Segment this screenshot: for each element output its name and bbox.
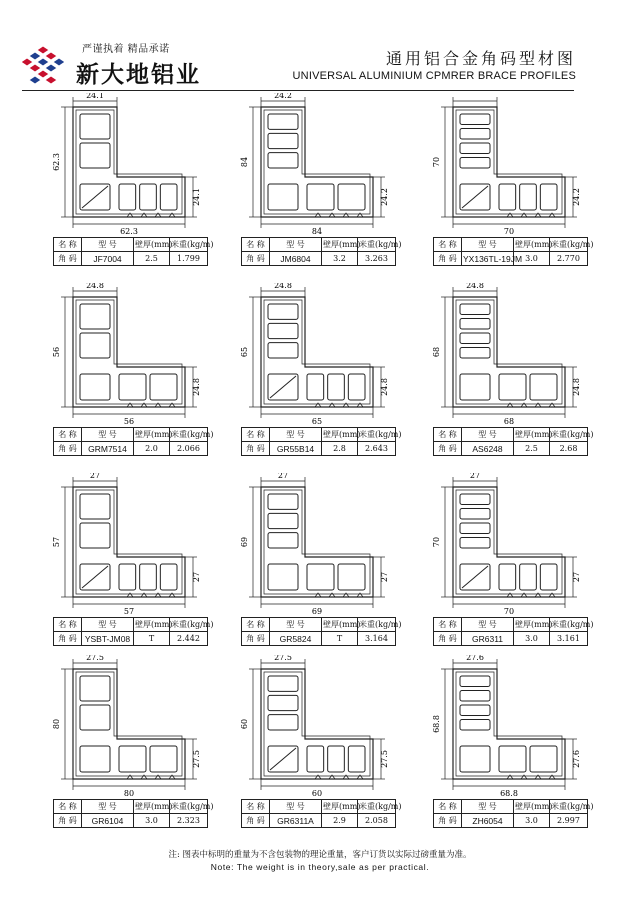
profile-weight: 2.442: [170, 632, 208, 646]
header-name: 名 称: [54, 238, 82, 252]
profile-section: [73, 669, 185, 779]
header-model: 型 号: [462, 428, 514, 442]
profile-section: [453, 297, 565, 407]
profile-section: [261, 107, 373, 217]
header-model: 型 号: [270, 238, 322, 252]
left-dimension-label: 70: [432, 156, 441, 168]
spec-table: [433, 617, 594, 646]
profile-weight: 2.68: [550, 442, 588, 456]
spec-header-row: [54, 800, 208, 814]
profile-drawing: [233, 473, 413, 623]
profile-weight: 3.263: [358, 252, 396, 266]
profile-model: ZH6054: [462, 814, 514, 828]
header-weight: 米重(kg/m): [550, 428, 588, 442]
profile-model: YX136TL-19JM: [463, 253, 523, 264]
bottom-dimension-label: 56: [123, 417, 135, 426]
header-name: 名 称: [434, 618, 462, 632]
spec-header-row: [434, 800, 588, 814]
header-weight: 米重(kg/m): [358, 800, 396, 814]
header-weight: 米重(kg/m): [170, 618, 208, 632]
profile-name: 角 码: [242, 442, 270, 456]
profile-weight: 2.323: [170, 814, 208, 828]
header-name: 名 称: [54, 428, 82, 442]
profile-weight: 2.066: [170, 442, 208, 456]
profile-card: [425, 93, 615, 283]
bottom-dimension-label: 68.8: [500, 789, 518, 798]
bottom-dimension-label: 69: [311, 607, 323, 616]
spec-header-row: [434, 238, 588, 252]
profile-weight: 2.058: [358, 814, 396, 828]
top-dimension-label: 27.6: [466, 655, 484, 662]
header-weight: 米重(kg/m): [170, 428, 208, 442]
profile-card: [45, 655, 235, 845]
header-rule: [22, 90, 574, 91]
bottom-dimension-label: 68: [503, 417, 515, 426]
profile-section: [261, 297, 373, 407]
profile-thickness: 2.9: [322, 814, 358, 828]
header-thickness: 壁厚(mm): [514, 238, 550, 252]
bottom-dimension-label: 57: [123, 607, 135, 616]
bottom-dimension-label: 60: [311, 789, 323, 798]
company-name: 新大地铝业: [76, 61, 201, 88]
header-thickness: 壁厚(mm): [322, 238, 358, 252]
profile-name: 角 码: [434, 632, 462, 646]
header-name: 名 称: [242, 238, 270, 252]
header-thickness: 壁厚(mm): [134, 800, 170, 814]
left-dimension-label: 68.8: [432, 715, 441, 733]
header-thickness: 壁厚(mm): [134, 428, 170, 442]
spec-value-row: [54, 442, 208, 456]
header-model: 型 号: [270, 428, 322, 442]
spec-header-row: [54, 618, 208, 632]
left-dimension-label: 69: [240, 536, 249, 548]
profile-thickness: 3.2: [322, 252, 358, 266]
spec-table: [53, 427, 214, 456]
profile-name: 角 码: [434, 252, 462, 266]
profile-thickness: 3.0: [514, 252, 550, 266]
profile-name: 角 码: [54, 632, 82, 646]
right-dimension-label: 27: [192, 571, 201, 583]
profile-weight: 3.164: [358, 632, 396, 646]
footer-note-english: Note: The weight is in theory,sale as per practical.: [210, 862, 430, 872]
left-dimension-label: 65: [240, 346, 249, 358]
spec-header-row: [242, 618, 396, 632]
header-name: 名 称: [54, 800, 82, 814]
profile-thickness: 2.5: [514, 442, 550, 456]
bottom-dimension-label: 65: [311, 417, 323, 426]
header-weight: 米重(kg/m): [358, 618, 396, 632]
profile-model: JM6804: [270, 252, 322, 266]
profile-thickness: 3.0: [134, 814, 170, 828]
profile-drawing: [45, 655, 225, 805]
right-dimension-label: 27: [380, 571, 389, 583]
profile-card: [233, 655, 423, 845]
header-thickness: 壁厚(mm): [514, 618, 550, 632]
right-dimension-label: 24.8: [380, 378, 389, 396]
top-dimension-label: 27.5: [86, 655, 104, 662]
profile-thickness: 2.5: [134, 252, 170, 266]
spec-header-row: [434, 428, 588, 442]
profile-section: [73, 107, 185, 217]
left-dimension-label: 84: [240, 156, 249, 168]
profile-drawing: [233, 283, 413, 433]
profile-thickness: T: [322, 632, 358, 646]
slogan: 严谨执着 精品承诺: [82, 44, 170, 55]
profile-card: [233, 283, 423, 473]
header-thickness: 壁厚(mm): [514, 428, 550, 442]
spec-value-row: [242, 632, 396, 646]
header-weight: 米重(kg/m): [358, 428, 396, 442]
left-dimension-label: 70: [432, 536, 441, 548]
right-dimension-label: 27: [572, 571, 581, 583]
spec-table: [433, 427, 594, 456]
spec-header-row: [54, 238, 208, 252]
spec-value-row: [434, 632, 588, 646]
spec-table: [241, 799, 402, 828]
bottom-dimension-label: 62.3: [120, 227, 138, 236]
title-chinese: 通用铝合金角码型材图: [385, 49, 576, 68]
page-header: [0, 0, 640, 92]
profile-drawing: [45, 93, 225, 243]
header-name: 名 称: [54, 618, 82, 632]
profile-name: 角 码: [54, 814, 82, 828]
bottom-dimension-label: 84: [311, 227, 323, 236]
profile-name: 角 码: [434, 442, 462, 456]
header-name: 名 称: [242, 800, 270, 814]
spec-table: [241, 617, 402, 646]
profile-model: YSBT-JM08: [82, 632, 134, 646]
header-name: 名 称: [434, 800, 462, 814]
spec-value-row: [242, 814, 396, 828]
profile-name: 角 码: [54, 442, 82, 456]
profile-card: [45, 93, 235, 283]
top-dimension-label: 24.8: [274, 283, 292, 290]
profile-section: [261, 487, 373, 597]
profile-card: [233, 93, 423, 283]
profile-name: 角 码: [54, 252, 82, 266]
title-english: UNIVERSAL ALUMINIUM CPMRER BRACE PROFILES: [292, 70, 576, 82]
footer-note-chinese: 注: 图表中标明的重量为不含包装物的理论重量，客户订货以实际过磅重量为准。: [168, 850, 472, 860]
profile-card: [45, 283, 235, 473]
right-dimension-label: 24.2: [380, 188, 389, 206]
profile-model: GR55B14: [270, 442, 322, 456]
profile-card: [425, 283, 615, 473]
spec-table: [241, 427, 402, 456]
profile-drawing: [233, 655, 413, 805]
header-model: 型 号: [82, 618, 134, 632]
header-thickness: 壁厚(mm): [134, 618, 170, 632]
header-weight: 米重(kg/m): [170, 238, 208, 252]
spec-table: [53, 237, 214, 266]
profile-section: [73, 487, 185, 597]
profile-weight: 1.799: [170, 252, 208, 266]
profile-weight: 2.643: [358, 442, 396, 456]
header-model: 型 号: [82, 428, 134, 442]
profile-card: [425, 473, 615, 663]
header-model: 型 号: [462, 800, 514, 814]
header-weight: 米重(kg/m): [550, 800, 588, 814]
profile-card: [45, 473, 235, 663]
profile-name: 角 码: [242, 814, 270, 828]
header-weight: 米重(kg/m): [170, 800, 208, 814]
top-dimension-label: 27.5: [274, 655, 292, 662]
right-dimension-label: 27.6: [572, 750, 581, 768]
profile-drawing: [45, 283, 225, 433]
top-dimension-label: 27: [277, 473, 289, 480]
header-weight: 米重(kg/m): [550, 618, 588, 632]
profile-model: GRM7514: [82, 442, 134, 456]
profile-thickness: 2.8: [322, 442, 358, 456]
spec-value-row: [242, 252, 396, 266]
profile-card: [425, 655, 615, 845]
profile-weight: 3.161: [550, 632, 588, 646]
header-thickness: 壁厚(mm): [322, 618, 358, 632]
top-dimension-label: 27: [89, 473, 101, 480]
right-dimension-label: 24.2: [572, 188, 581, 206]
spec-header-row: [54, 428, 208, 442]
bottom-dimension-label: 70: [503, 227, 515, 236]
profile-thickness: 2.0: [134, 442, 170, 456]
top-dimension-label: 24.2: [274, 93, 292, 100]
top-dimension-label: 27: [469, 473, 481, 480]
spec-value-row: [242, 442, 396, 456]
header-thickness: 壁厚(mm): [514, 800, 550, 814]
spec-header-row: [242, 428, 396, 442]
profile-section: [453, 487, 565, 597]
profile-model: GR6311A: [270, 814, 322, 828]
profile-name: 角 码: [434, 814, 462, 828]
profile-name: 角 码: [242, 252, 270, 266]
right-dimension-label: 27.5: [380, 750, 389, 768]
spec-table: [433, 237, 594, 266]
header-model: 型 号: [82, 238, 134, 252]
right-dimension-label: 24.8: [192, 378, 201, 396]
profile-model: GR6311: [462, 632, 514, 646]
top-dimension-label: 24.8: [86, 283, 104, 290]
spec-header-row: [434, 618, 588, 632]
header-name: 名 称: [242, 428, 270, 442]
profile-weight: 2.770: [550, 252, 588, 266]
profile-thickness: 3.0: [514, 632, 550, 646]
header-thickness: 壁厚(mm): [322, 800, 358, 814]
profile-drawing: [425, 655, 605, 805]
left-dimension-label: 68: [432, 346, 441, 358]
right-dimension-label: 27.5: [192, 750, 201, 768]
profile-model: GR6104: [82, 814, 134, 828]
profile-name: 角 码: [242, 632, 270, 646]
spec-value-row: [54, 252, 208, 266]
left-dimension-label: 80: [52, 718, 61, 730]
header-thickness: 壁厚(mm): [322, 428, 358, 442]
profile-drawing: [425, 283, 605, 433]
spec-table: [53, 617, 214, 646]
header-name: 名 称: [434, 238, 462, 252]
header-model: 型 号: [462, 238, 514, 252]
right-dimension-label: 24.1: [192, 188, 201, 206]
profile-weight: 2.997: [550, 814, 588, 828]
profile-drawing: [425, 93, 605, 243]
profile-model: AS6248: [462, 442, 514, 456]
header-weight: 米重(kg/m): [358, 238, 396, 252]
profile-thickness: 3.0: [514, 814, 550, 828]
profile-drawing: [45, 473, 225, 623]
profile-drawing: [233, 93, 413, 243]
header-model: 型 号: [270, 618, 322, 632]
spec-value-row: [54, 632, 208, 646]
profile-section: [453, 669, 565, 779]
bottom-dimension-label: 70: [503, 607, 515, 616]
header-weight: 米重(kg/m): [550, 238, 588, 252]
header-name: 名 称: [434, 428, 462, 442]
header-model: 型 号: [270, 800, 322, 814]
spec-header-row: [242, 800, 396, 814]
profile-drawing: [425, 473, 605, 623]
profile-model: JF7004: [82, 252, 134, 266]
spec-value-row: [54, 814, 208, 828]
spec-table: [433, 799, 594, 828]
header-model: 型 号: [82, 800, 134, 814]
company-logo: [22, 44, 64, 86]
spec-table: [241, 237, 402, 266]
header-thickness: 壁厚(mm): [134, 238, 170, 252]
left-dimension-label: 57: [52, 536, 61, 548]
spec-value-row: [434, 442, 588, 456]
profile-section: [73, 297, 185, 407]
spec-value-row: [434, 814, 588, 828]
header-model: 型 号: [462, 618, 514, 632]
left-dimension-label: 62.3: [52, 153, 61, 171]
bottom-dimension-label: 80: [123, 789, 135, 798]
profile-model: GR5824: [270, 632, 322, 646]
right-dimension-label: 24.8: [572, 378, 581, 396]
spec-value-row: [434, 252, 588, 266]
header-name: 名 称: [242, 618, 270, 632]
profile-section: [453, 107, 565, 217]
top-dimension-label: 24.1: [86, 93, 104, 100]
profile-card: [233, 473, 423, 663]
spec-table: [53, 799, 214, 828]
spec-header-row: [242, 238, 396, 252]
profile-thickness: T: [134, 632, 170, 646]
left-dimension-label: 56: [52, 346, 61, 358]
top-dimension-label: 24.8: [466, 283, 484, 290]
profile-section: [261, 669, 373, 779]
left-dimension-label: 60: [240, 718, 249, 730]
